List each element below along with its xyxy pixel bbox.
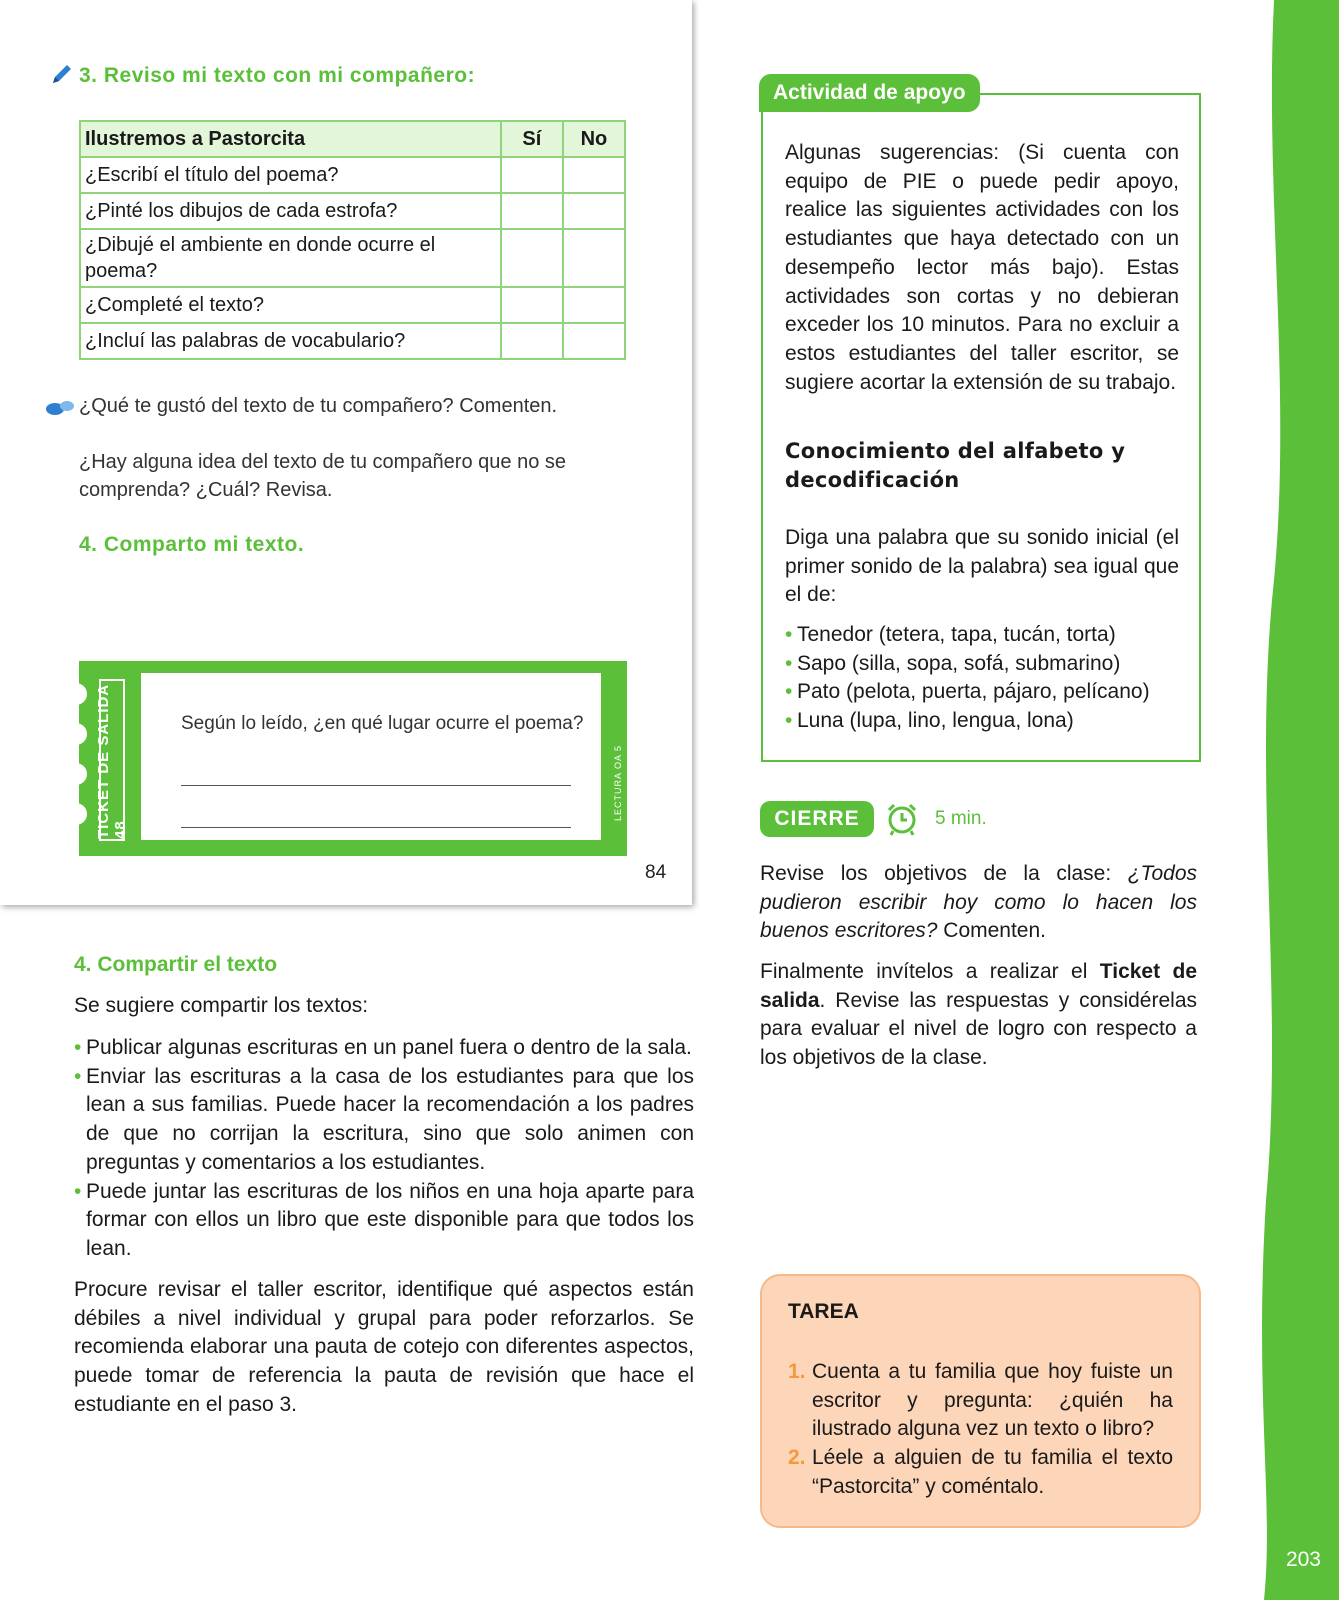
support-examples: [785, 621, 1179, 736]
answer-line: [181, 827, 571, 828]
share-list: [74, 1034, 694, 1264]
speech-bubbles-icon: [46, 400, 74, 416]
list-item: • Tenedor (tetera, tapa, tucán, torta): [785, 621, 1179, 650]
alarm-clock-icon: [884, 801, 920, 837]
peer-question-2: ¿Hay alguna idea del texto de tu compañero que no se comprenda? ¿Cuál? Revisa.: [79, 451, 566, 501]
list-item: • Puede juntar las escrituras de los niños en una hoja aparte para formar con ellos un libro que este disponible para que todos los lean.: [74, 1178, 694, 1264]
list-item: 1. Cuenta a tu familia que hoy fuiste un escritor y pregunta: ¿quién ha ilustrado alguna vez un texto o libro?: [788, 1360, 1173, 1441]
checkbox-cell-no: [563, 323, 625, 359]
homework-box: [760, 1274, 1201, 1528]
support-subheading-line1: Conocimiento del alfabeto y: [785, 439, 1126, 463]
review-checklist-table: [79, 120, 626, 360]
cierre-paragraph-2: Finalmente invítelos a realizar el Ticket de salida. Revise las respuestas y considérelas para evaluar el nivel de logro con respecto a los objetivos de la clase.: [760, 960, 1197, 1070]
table-cell: ¿Pinté los dibujos de cada estrofa?: [80, 193, 501, 229]
list-item: • Luna (lupa, lino, lengua, lona): [785, 707, 1179, 736]
table-row: [80, 193, 625, 229]
table-header: Ilustremos a Pastorcita: [80, 121, 501, 157]
checkbox-cell-no: [563, 193, 625, 229]
ticket-question: Según lo leído, ¿en qué lugar ocurre el poema?: [181, 713, 584, 734]
table-row: [80, 323, 625, 359]
table-row: [80, 229, 625, 287]
checkbox-cell-si: [501, 229, 563, 287]
checkbox-cell-no: [563, 157, 625, 193]
checkbox-cell-si: [501, 193, 563, 229]
student-page-number: 84: [645, 862, 667, 883]
list-item: • Enviar las escrituras a la casa de los estudiantes para que los lean a sus familias. Puede hacer la recomendación a los padres de que no corrijan la escritura, sino que solo animen con preguntas y comentarios a los estudiantes.: [74, 1063, 694, 1178]
answer-line: [181, 785, 571, 786]
list-item: • Pato (pelota, puerta, pájaro, pelícano): [785, 678, 1179, 707]
cierre-badge: CIERRE: [760, 801, 874, 837]
homework-list: [788, 1358, 1173, 1502]
table-cell: ¿Completé el texto?: [80, 287, 501, 323]
cierre-paragraph-1: Revise los objetivos de la clase: ¿Todos pudieron escribir hoy como lo hacen los buenos escritores? Comenten.: [760, 862, 1197, 943]
table-row: [80, 157, 625, 193]
checkbox-cell-no: [563, 287, 625, 323]
support-activity-box: [761, 93, 1201, 762]
page-number: 203: [1285, 1548, 1321, 1571]
peer-question-1: ¿Qué te gustó del texto de tu compañero? Comenten.: [79, 395, 558, 417]
page-sidebar: [1254, 0, 1339, 1600]
checkbox-cell-si: [501, 287, 563, 323]
table-cell: ¿Dibujé el ambiente en donde ocurre el poema?: [80, 229, 501, 287]
checkbox-cell-si: [501, 157, 563, 193]
table-header: No: [563, 121, 625, 157]
ticket-side-label: TICKET DE SALIDA 48: [99, 679, 125, 841]
table-cell: ¿Escribí el título del poema?: [80, 157, 501, 193]
share-closing: Procure revisar el taller escritor, identifique qué aspectos están débiles a nivel individual y grupal para poder reforzarlos. Se recomienda elaborar una pauta de cotejo con diferentes aspectos, puede tomar de referencia la pauta de revisión que hace el estudiante en el paso 3.: [74, 1278, 694, 1416]
checkbox-cell-no: [563, 229, 625, 287]
table-row: [80, 287, 625, 323]
list-item: 2. Léele a alguien de tu familia el texto “Pastorcita” y coméntalo.: [788, 1446, 1173, 1498]
share-intro: Se sugiere compartir los textos:: [74, 994, 369, 1017]
support-subheading-line2: decodificación: [785, 468, 960, 492]
step3-heading: 3. Reviso mi texto con mi compañero:: [79, 64, 476, 87]
student-book-page: [0, 0, 692, 905]
exit-ticket: [79, 661, 627, 856]
list-item: • Sapo (silla, sopa, sofá, submarino): [785, 650, 1179, 679]
support-activity-tab: Actividad de apoyo: [759, 74, 980, 112]
pencil-icon: [50, 62, 74, 86]
support-intro: Algunas sugerencias: (Si cuenta con equipo de PIE o puede pedir apoyo, realice las siguientes actividades con los estudiantes que haya detectado con un desempeño lector más bajo). Estas actividades son cortas y no debieran exceder los 10 minutos. Para no excluir a estos estudiantes del taller escritor, se sugiere acortar la extensión de su trabajo.: [785, 141, 1179, 394]
table-header: Sí: [501, 121, 563, 157]
list-item: • Publicar algunas escrituras en un panel fuera o dentro de la sala.: [74, 1034, 694, 1063]
share-heading: 4. Compartir el texto: [74, 953, 278, 976]
homework-title: TAREA: [788, 1300, 859, 1323]
table-cell: ¿Incluí las palabras de vocabulario?: [80, 323, 501, 359]
cierre-time: 5 min.: [935, 808, 987, 829]
ticket-body: [141, 673, 601, 840]
ticket-right-label: LECTURA OA 5: [613, 744, 623, 821]
step4-heading: 4. Comparto mi texto.: [79, 533, 305, 556]
checkbox-cell-si: [501, 323, 563, 359]
support-instruction: Diga una palabra que su sonido inicial (el primer sonido de la palabra) sea igual que el de:: [785, 526, 1179, 607]
